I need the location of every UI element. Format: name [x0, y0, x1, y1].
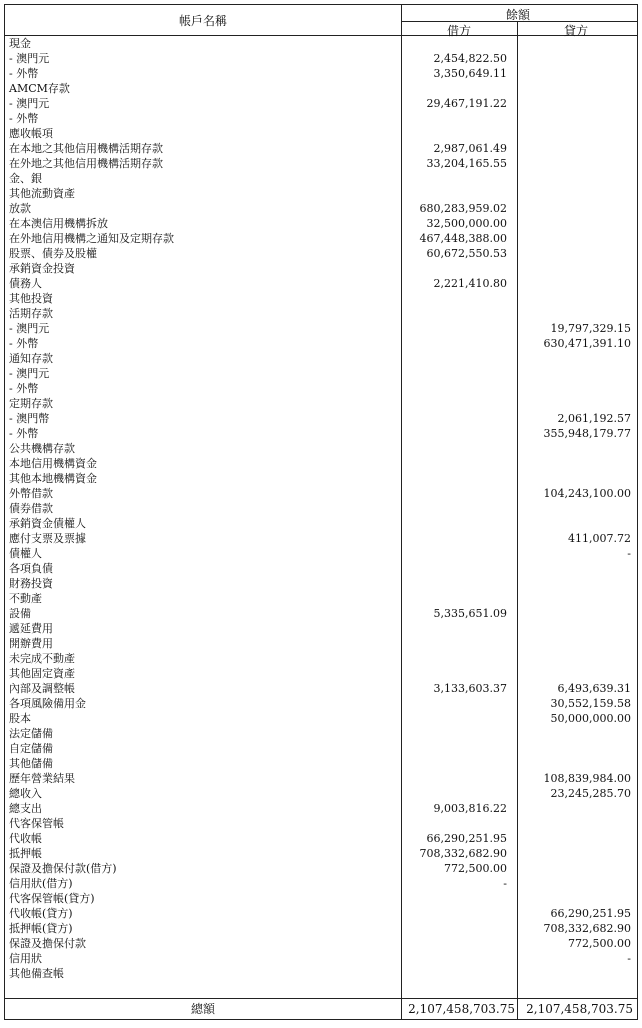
debit-value: - [503, 877, 507, 890]
credit-value: 6,493,639.31 [557, 682, 631, 695]
credit-value: 50,000,000.00 [550, 712, 631, 725]
totals-row [5, 999, 637, 1019]
account-label: 在本地之其他信用機構活期存款 [9, 142, 163, 155]
table-row [5, 817, 637, 831]
account-label: 應付支票及票據 [9, 532, 86, 545]
credit-value: 411,007.72 [568, 532, 631, 545]
table-row [5, 412, 637, 426]
debit-value: 2,987,061.49 [433, 142, 507, 155]
credit-value: 630,471,391.10 [543, 337, 631, 350]
table-row [5, 292, 637, 306]
account-label: 股本 [9, 712, 31, 725]
table-row [5, 772, 637, 786]
account-label: 通知存款 [9, 352, 53, 365]
table-row [5, 352, 637, 366]
table-row [5, 52, 637, 66]
table-row [5, 487, 637, 501]
table-row [5, 367, 637, 381]
debit-value: 66,290,251.95 [426, 832, 507, 845]
table-row [5, 157, 637, 171]
table-row [5, 757, 637, 771]
debit-value: 708,332,682.90 [419, 847, 507, 860]
account-label: 信用狀(借方) [9, 877, 73, 890]
table-row [5, 892, 637, 906]
account-label: 未完成不動產 [9, 652, 75, 665]
table-row [5, 82, 637, 96]
table-row [5, 262, 637, 276]
account-label: 抵押帳(貸方) [9, 922, 73, 935]
account-label: - 澳門元 [9, 52, 50, 65]
account-label: 總支出 [9, 802, 42, 815]
account-label: - 外幣 [9, 112, 39, 125]
table-row [5, 472, 637, 486]
account-label: 在外地信用機構之通知及定期存款 [9, 232, 174, 245]
credit-value: 23,245,285.70 [550, 787, 631, 800]
account-label: - 外幣 [9, 382, 39, 395]
account-label: 債權人 [9, 547, 42, 560]
account-label: - 外幣 [9, 337, 39, 350]
table-row [5, 667, 637, 681]
account-label: 代客保管帳 [9, 817, 64, 830]
table-row [5, 637, 637, 651]
table-row [5, 877, 637, 891]
table-row [5, 742, 637, 756]
table-row [5, 592, 637, 606]
credit-value: 2,061,192.57 [557, 412, 631, 425]
credit-value: 355,948,179.77 [543, 427, 631, 440]
table-row [5, 907, 637, 921]
account-label: 其他備查帳 [9, 967, 64, 980]
table-row [5, 172, 637, 186]
account-label: 內部及調整帳 [9, 682, 75, 695]
table-row [5, 547, 637, 561]
table-row [5, 682, 637, 696]
table-row [5, 862, 637, 876]
table-row [5, 142, 637, 156]
account-label: 財務投資 [9, 577, 53, 590]
account-label: - 外幣 [9, 427, 39, 440]
account-label: 歷年營業結果 [9, 772, 75, 785]
account-label: 總收入 [9, 787, 42, 800]
account-label: 代客保管帳(貸方) [9, 892, 95, 905]
table-row [5, 652, 637, 666]
account-label: 信用狀 [9, 952, 42, 965]
table-row [5, 127, 637, 141]
account-label: - 澳門元 [9, 97, 50, 110]
account-label: 代收帳 [9, 832, 42, 845]
table-row [5, 247, 637, 261]
table-row [5, 697, 637, 711]
credit-value: - [627, 547, 631, 560]
account-label: AMCM存款 [9, 82, 70, 95]
table-row [5, 532, 637, 546]
account-label: 其他固定資產 [9, 667, 75, 680]
account-label: 定期存款 [9, 397, 53, 410]
debit-value: 9,003,816.22 [433, 802, 507, 815]
table-row [5, 382, 637, 396]
table-row [5, 712, 637, 726]
account-label: 其他投資 [9, 292, 53, 305]
table-row [5, 922, 637, 936]
table-row [5, 427, 637, 441]
table-row [5, 457, 637, 471]
total-debit: 2,107,458,703.75 [408, 1002, 515, 1016]
table-row [5, 802, 637, 816]
table-row [5, 517, 637, 531]
table-row [5, 577, 637, 591]
debit-value: 467,448,388.00 [419, 232, 507, 245]
account-label: 在外地之其他信用機構活期存款 [9, 157, 163, 170]
table-row [5, 622, 637, 636]
debit-value: 2,221,410.80 [433, 277, 507, 290]
table-row [5, 442, 637, 456]
credit-header: 貸方 [563, 24, 588, 38]
account-label: 保證及擔保付款 [9, 937, 86, 950]
account-label: 抵押帳 [9, 847, 42, 860]
account-label: 其他流動資產 [9, 187, 75, 200]
account-label: 其他儲備 [9, 757, 53, 770]
debit-value: 2,454,822.50 [433, 52, 507, 65]
account-label: 公共機構存款 [9, 442, 75, 455]
table-row [5, 502, 637, 516]
account-label: 放款 [9, 202, 31, 215]
credit-value: 19,797,329.15 [550, 322, 631, 335]
table-row [5, 67, 637, 81]
credit-value: 104,243,100.00 [543, 487, 631, 500]
account-label: 其他本地機構資金 [9, 472, 97, 485]
account-label: 本地信用機構資金 [9, 457, 97, 470]
table-row [5, 322, 637, 336]
table-row [5, 607, 637, 621]
debit-header: 借方 [446, 24, 471, 38]
table-row [5, 187, 637, 201]
debit-value: 32,500,000.00 [426, 217, 507, 230]
account-label: 現金 [9, 37, 31, 50]
debit-value: 772,500.00 [444, 862, 507, 875]
credit-value: 30,552,159.58 [550, 697, 631, 710]
account-label: 債務人 [9, 277, 42, 290]
total-label: 總額 [190, 1002, 215, 1016]
account-label: 開辦費用 [9, 637, 53, 650]
credit-value: 66,290,251.95 [550, 907, 631, 920]
account-label: 各項風險備用金 [9, 697, 86, 710]
account-name-header: 帳戶名稱 [178, 14, 227, 28]
credit-value: 772,500.00 [568, 937, 631, 950]
debit-value: 29,467,191.22 [426, 97, 507, 110]
debit-value: 3,133,603.37 [433, 682, 507, 695]
balance-header: 餘額 [505, 8, 530, 22]
trial-balance-table [4, 4, 638, 1020]
table-row [5, 97, 637, 111]
table-row [5, 112, 637, 126]
table-row [5, 217, 637, 231]
account-label: - 澳門元 [9, 367, 50, 380]
account-label: 遞延費用 [9, 622, 53, 635]
account-label: 各項負債 [9, 562, 53, 575]
credit-value: 708,332,682.90 [543, 922, 631, 935]
total-credit: 2,107,458,703.75 [526, 1002, 633, 1016]
table-row [5, 787, 637, 801]
account-label: 自定儲備 [9, 742, 53, 755]
table-row [5, 277, 637, 291]
account-label: 設備 [9, 607, 31, 620]
account-label: 承銷資金債權人 [9, 517, 86, 530]
account-label: 股票、債券及股權 [9, 247, 97, 260]
debit-value: 680,283,959.02 [419, 202, 507, 215]
table-row [5, 562, 637, 576]
account-label: - 外幣 [9, 67, 39, 80]
credit-value: - [627, 952, 631, 965]
account-label: 不動產 [9, 592, 42, 605]
table-row [5, 937, 637, 951]
table-row [5, 307, 637, 321]
account-label: 活期存款 [9, 307, 53, 320]
account-label: - 澳門元 [9, 322, 50, 335]
table-row [5, 37, 637, 51]
account-label: 應收帳項 [9, 127, 53, 140]
account-label: - 澳門幣 [9, 412, 50, 425]
account-label: 法定儲備 [9, 727, 53, 740]
table-row [5, 337, 637, 351]
table-row [5, 232, 637, 246]
table-row [5, 397, 637, 411]
account-label: 承銷資金投資 [9, 262, 75, 275]
account-label: 外幣借款 [9, 487, 53, 500]
table-row [5, 727, 637, 741]
account-label: 代收帳(貸方) [9, 907, 73, 920]
table-row [5, 832, 637, 846]
account-label: 在本澳信用機構拆放 [9, 217, 108, 230]
debit-value: 33,204,165.55 [426, 157, 507, 170]
debit-value: 3,350,649.11 [433, 67, 507, 80]
account-label: 債券借款 [9, 502, 53, 515]
debit-value: 5,335,651.09 [433, 607, 507, 620]
account-label: 保證及擔保付款(借方) [9, 862, 117, 875]
debit-value: 60,672,550.53 [426, 247, 507, 260]
credit-value: 108,839,984.00 [543, 772, 631, 785]
table-row [5, 847, 637, 861]
table-row [5, 202, 637, 216]
table-row [5, 952, 637, 966]
account-label: 金、銀 [9, 172, 42, 185]
table-row [5, 967, 637, 981]
